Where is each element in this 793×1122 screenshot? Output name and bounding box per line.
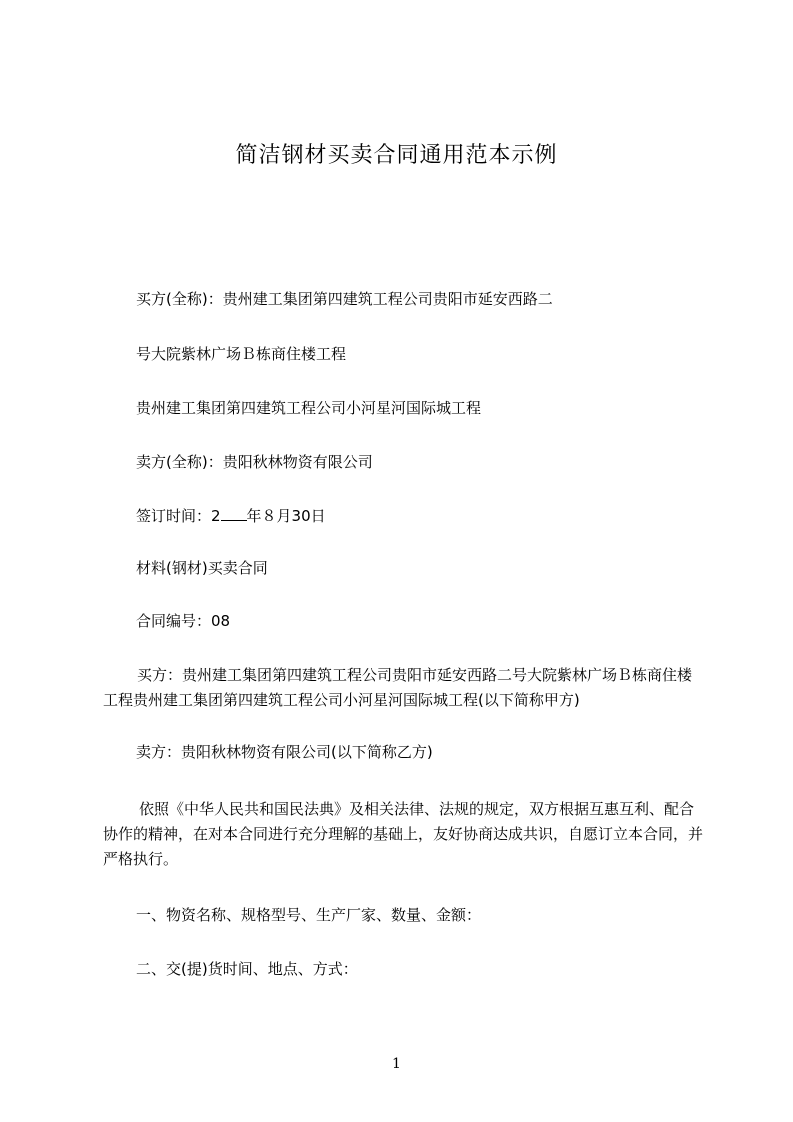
- document-title: 简洁钢材买卖合同通用范本示例: [235, 143, 558, 168]
- buyer-full-line-3: 贵州建工集团第四建筑工程公司小河星河国际城工程: [136, 399, 482, 417]
- seller-full-line: 卖方(全称)：贵阳秋林物资有限公司: [136, 453, 373, 471]
- section-2-heading: 二、交(提)货时间、地点、方式：: [136, 960, 358, 978]
- sign-time-line: [136, 504, 326, 528]
- basis-paragraph: 依照《中华人民共和国民法典》及相关法律、法规的规定，双方根据互惠互利、配合协作的精神，在对本合同进行充分理解的基础上，友好协商达成共识，自愿订立本合同，并严格执行。: [103, 800, 704, 868]
- sign-time-prefix: 签订时间：2: [136, 507, 221, 525]
- buyer-full-line-1: 买方(全称)：贵州建工集团第四建筑工程公司贵阳市延安西路二: [136, 290, 553, 308]
- seller-paragraph: 卖方：贵阳秋林物资有限公司(以下简称乙方): [136, 743, 433, 761]
- material-line: 材料(钢材)买卖合同: [136, 559, 268, 577]
- section-1-heading: 一、物资名称、规格型号、生产厂家、数量、金额：: [136, 906, 482, 924]
- sign-time-blank: [221, 506, 247, 521]
- contract-number-line: 合同编号：08: [136, 612, 231, 630]
- buyer-full-line-2: 号大院紫林广场Ｂ栋商住楼工程: [136, 345, 347, 363]
- buyer-paragraph: 买方：贵州建工集团第四建筑工程公司贵阳市延安西路二号大院紫林广场Ｂ栋商住楼工程贵州建工集团第四建筑工程公司小河星河国际城工程(以下简称甲方): [103, 666, 693, 709]
- sign-time-suffix: 年８月30日: [246, 507, 326, 525]
- page-number: 1: [392, 1056, 401, 1072]
